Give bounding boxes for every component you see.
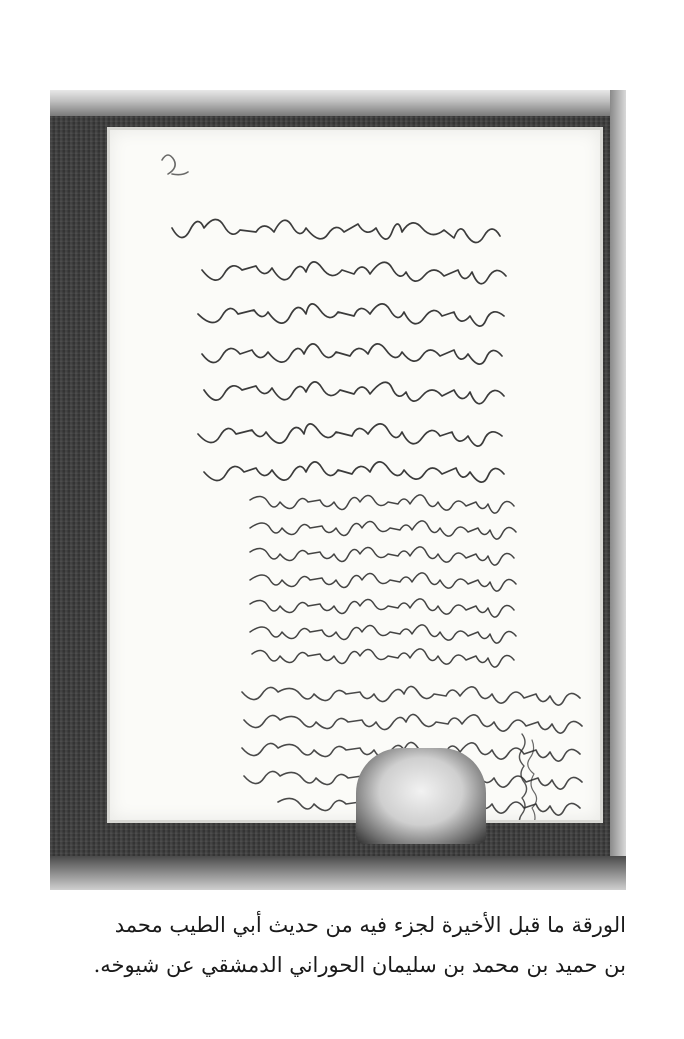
handwritten-script-illustration xyxy=(110,130,600,820)
plate-top-edge xyxy=(50,90,626,116)
plate-right-edge xyxy=(610,90,626,890)
caption-line-2: بن حميد بن محمد بن سليمان الحوراني الدمشقي عن شيوخه. xyxy=(93,953,626,977)
manuscript-photo-plate xyxy=(50,90,626,890)
caption-line-1: الورقة ما قبل الأخيرة لجزء فيه من حديث أبي الطيب محمد xyxy=(114,913,626,937)
manuscript-leaf xyxy=(110,130,600,820)
plate-bottom-edge xyxy=(50,856,626,890)
leaf-folded-corner xyxy=(356,748,486,844)
figure-caption xyxy=(60,905,626,985)
